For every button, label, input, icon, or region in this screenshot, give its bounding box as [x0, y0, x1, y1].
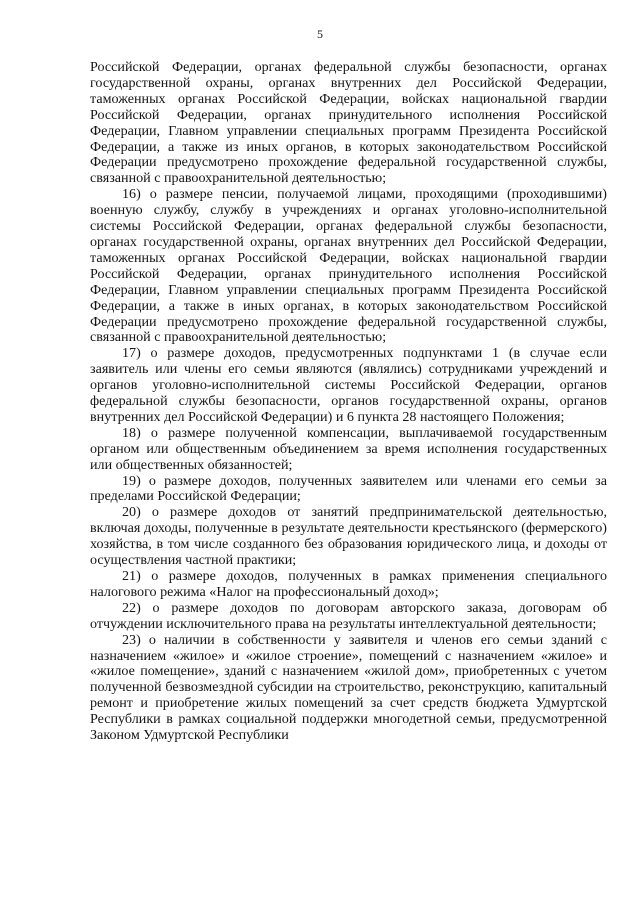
paragraph-item-23: 23) о наличии в собственности у заявителя и членов его семьи зданий с назначением «жилое» и «жилое строение», помещений с назначением «жилое» и «жилое помещение», зданий с назначением «жилой дом», приобретенных с учетом полученной безвозмездной субсидии на строительство, реконструкцию, капитальный ремонт и приобретение жилых помещений за счет средств бюджета Удмуртской Республики в рамках социальной поддержки многодетной семьи, предусмотренной Законом Удмуртской Республики — [90, 631, 607, 744]
document-body — [90, 60, 607, 744]
paragraph-item-16: 16) о размере пенсии, получаемой лицами, проходящими (проходившими) военную службу, службу в учреждениях и органах уголовно-исполнительной системы Российской Федерации, органах федеральной службы безопасности, органах государственной охраны, органах внутренних дел Российской Федерации, таможенных органах Российской Федерации, войсках национальной гвардии Российской Федерации, органах принудительного исполнения Российской Федерации, Главном управлении специальных программ Президента Российской Федерации, а также в иных органах, в которых законодательством Российской Федерации предусмотрено прохождение федеральной государственной службы, связанной с правоохранительной деятельностью; — [90, 186, 607, 346]
paragraph-item-21: 21) о размере доходов, полученных в рамках применения специального налогового режима «Налог на профессиональный доход»; — [90, 568, 607, 600]
paragraph-item-17: 17) о размере доходов, предусмотренных подпунктами 1 (в случае если заявитель или члены его семьи являются (являлись) сотрудниками учреждений и органов уголовно-исполнительной системы Российской Федерации, органов федеральной службы безопасности, органов государственной охраны, органов внутренних дел Российской Федерации) и 6 пункта 28 настоящего Положения; — [90, 345, 607, 425]
paragraph-item-20: 20) о размере доходов от занятий предпринимательской деятельностью, включая доходы, полученные в результате деятельности крестьянского (фермерского) хозяйства, в том числе созданного без образования юридического лица, и доходы от осуществления частной практики; — [90, 504, 607, 569]
paragraph-item-18: 18) о размере полученной компенсации, выплачиваемой государственным органом или общественным объединением за время исполнения государственных или общественных обязанностей; — [90, 424, 607, 473]
paragraph-item-19: 19) о размере доходов, полученных заявителем или членами его семьи за пределами Российской Федерации; — [90, 472, 607, 505]
paragraph-item-22: 22) о размере доходов по договорам авторского заказа, договорам об отчуждении исключительного права на результаты интеллектуальной деятельности; — [90, 599, 607, 632]
page-number: 5 — [317, 27, 323, 41]
paragraph-continuation: Российской Федерации, органах федеральной службы безопасности, органах государственной охраны, органах внутренних дел Российской Федерации, таможенных органах Российской Федерации, войсках национальной гвардии Российской Федерации, органах принудительного исполнения Российской Федерации, Главном управлении специальных программ Президента Российской Федерации, а также из иных органов, в которых законодательством Российской Федерации предусмотрено прохождение федеральной государственной службы, связанной с правоохранительной деятельностью; — [90, 59, 607, 187]
